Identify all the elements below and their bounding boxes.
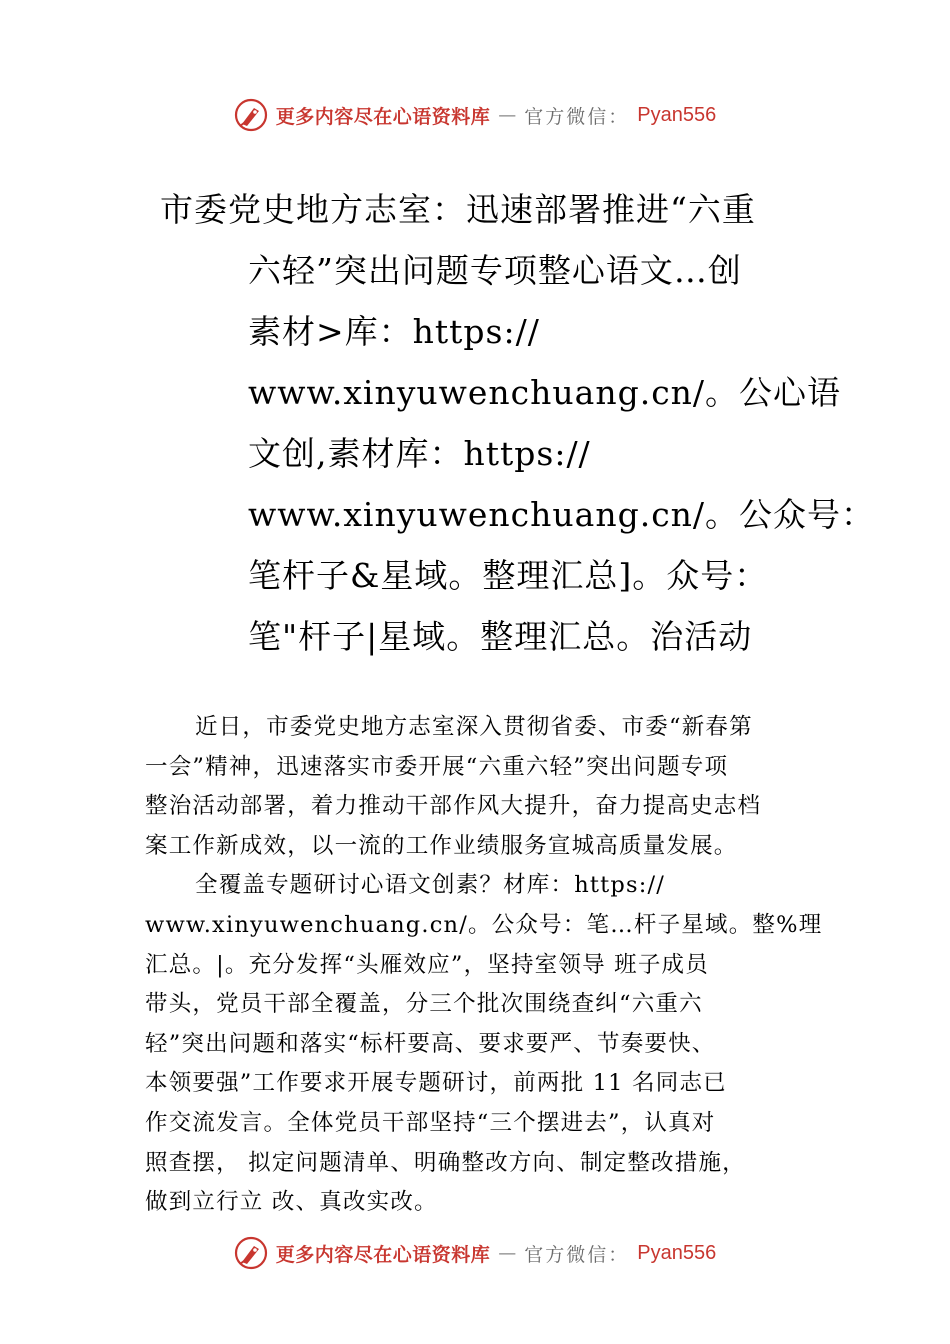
paragraph-1 <box>145 708 810 866</box>
body-line: 一会”精神，迅速落实市委开展“六重六轻”突出问题专项 <box>145 753 729 780</box>
title-line: www.xinyuwenchuang.cn/。公众号： <box>248 495 876 534</box>
pen-nib-logo-icon <box>234 1236 268 1270</box>
title-line: www.xinyuwenchuang.cn/。公心语 <box>248 373 842 412</box>
body-line: 轻”突出问题和落实“标杆要高、要求要严、节奏要快、 <box>145 1030 716 1057</box>
banner-separator: — <box>498 1242 517 1264</box>
title-line: 素材>库：https:// <box>248 312 540 351</box>
header-banner <box>0 95 950 135</box>
title-line: 六轻”突出问题专项整心语文…创 <box>248 251 742 290</box>
body-line: 本领要强”工作要求开展专题研讨，前两批 11 名同志已 <box>145 1070 727 1097</box>
body-line: 照查摆， 拟定问题清单、明确整改方向、制定整改措施， <box>145 1149 746 1176</box>
body-line: 汇总。|。充分发挥“头雁效应”，坚持室领导 班子成员 <box>145 951 709 978</box>
pen-nib-logo-icon <box>234 98 268 132</box>
body-line: 案工作新成效，以一流的工作业绩服务宣城高质量发展。 <box>145 832 738 859</box>
banner-separator: — <box>498 104 517 126</box>
paragraph-2 <box>145 866 823 1222</box>
title-continuation <box>160 240 876 667</box>
body-line: 做到立行立 改、真改实改。 <box>145 1189 438 1216</box>
banner-contact-label: 官方微信： <box>524 1243 630 1266</box>
banner-contact-id: Pyan556 <box>637 103 717 126</box>
banner-contact-id: Pyan556 <box>637 1241 717 1264</box>
document-title <box>160 180 876 667</box>
body-line: 整治活动部署，着力推动干部作风大提升，奋力提高史志档 <box>145 793 762 820</box>
title-line: 文创,素材库：https:// <box>248 434 591 473</box>
title-line: 笔"杆子|星域。整理汇总。治活动 <box>248 617 753 656</box>
footer-banner <box>0 1233 950 1273</box>
banner-contact-label: 官方微信： <box>524 105 630 128</box>
body-line: 作交流发言。全体党员干部坚持“三个摆进去”，认真对 <box>145 1109 716 1136</box>
banner-promo-text: 更多内容尽在心语资料库 <box>275 1243 491 1266</box>
title-line: 笔杆子&星域。整理汇总]。众号： <box>248 556 769 595</box>
banner-promo-text: 更多内容尽在心语资料库 <box>275 105 491 128</box>
title-line: 市委党史地方志室：迅速部署推进“六重 <box>160 190 756 229</box>
body-line: 近日，市委党史地方志室深入贯彻省委、市委“新春第 <box>195 714 753 740</box>
body-line: 全覆盖专题研讨心语文创素？材库：https:// <box>195 872 666 899</box>
body-line: www.xinyuwenchuang.cn/。公众号：笔…杆子星域。整%理 <box>145 911 823 938</box>
document-body <box>145 708 823 1223</box>
body-line: 带头，党员干部全覆盖，分三个批次围绕查纠“六重六 <box>145 991 703 1018</box>
